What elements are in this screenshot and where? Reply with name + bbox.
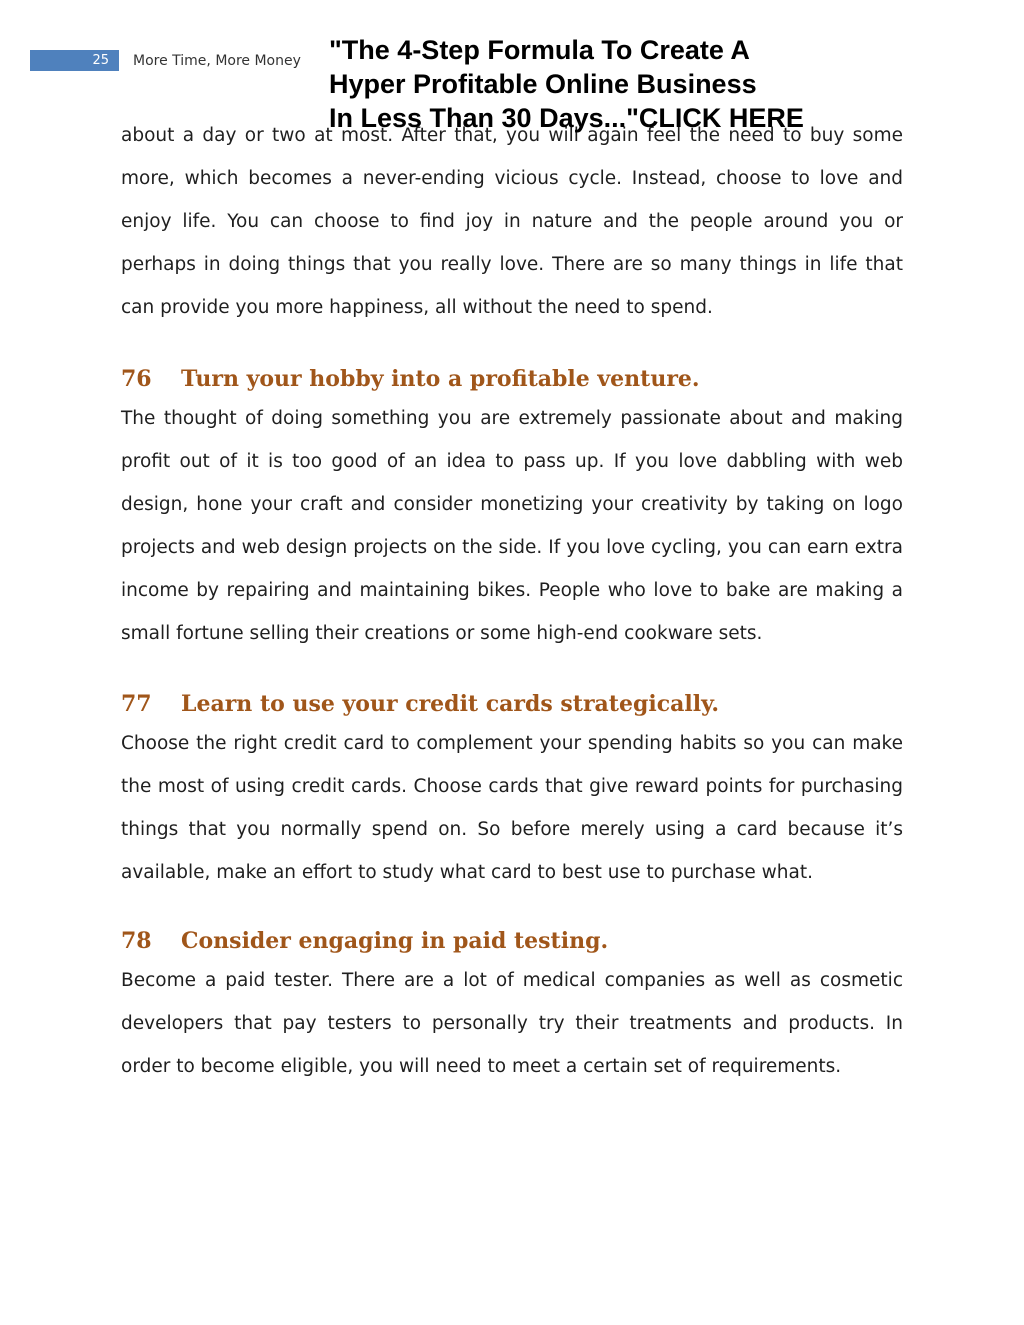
running-header-title: More Time, More Money [133,53,301,69]
section-number: 76 [121,366,152,392]
section-body-77: Choose the right credit card to complement your spending habits so you can make the most of using credit cards. Choose cards that give reward points for purchasing things that you normally spend on. So before merely using a card because it’s available, make an effort to study what card to best use to purchase what. [121,733,903,883]
section-title: Consider engaging in paid testing. [181,928,609,954]
section-number: 77 [121,691,152,717]
section-body-76: The thought of doing something you are extremely passionate about and making profit out of it is too good of an idea to pass up. If you love dabbling with web design, hone your craft and consider monetizing your creativity by taking on logo projects and web design projects on the side. If you love cycling, you can earn extra income by repairing and maintaining bikes. People who love to bake are making a small fortune selling their creations or some high-end cookware sets. [121,408,903,644]
promo-line-2: Hyper Profitable Online Business [329,69,757,99]
promo-line-3: In Less Than 30 Days..."CLICK HERE [329,103,804,133]
section-number: 78 [121,928,152,954]
section-heading-76 [121,366,903,392]
promo-line-1: "The 4-Step Formula To Create A [329,35,750,65]
page-number-badge: 25 [30,50,119,71]
intro-paragraph: about a day or two at most. After that, you will again feel the need to buy some more, which becomes a never-ending vicious cycle. Instead, choose to love and enjoy life. You can choose to find joy in nature and the people around you or perhaps in doing things that you really love. There are so many things in life that can provide you more happiness, all without the need to spend. [121,125,903,318]
page-body [121,114,903,1088]
section-heading-78 [121,928,903,954]
section-title: Turn your hobby into a profitable venture. [181,366,700,392]
section-body-78: Become a paid tester. There are a lot of medical companies as well as cosmetic developers that pay testers to personally try their treatments and products. In order to become eligible, you will need to meet a certain set of requirements. [121,970,903,1077]
section-heading-77 [121,691,903,717]
promo-click-here-link[interactable] [329,33,869,135]
section-title: Learn to use your credit cards strategically. [181,691,719,717]
